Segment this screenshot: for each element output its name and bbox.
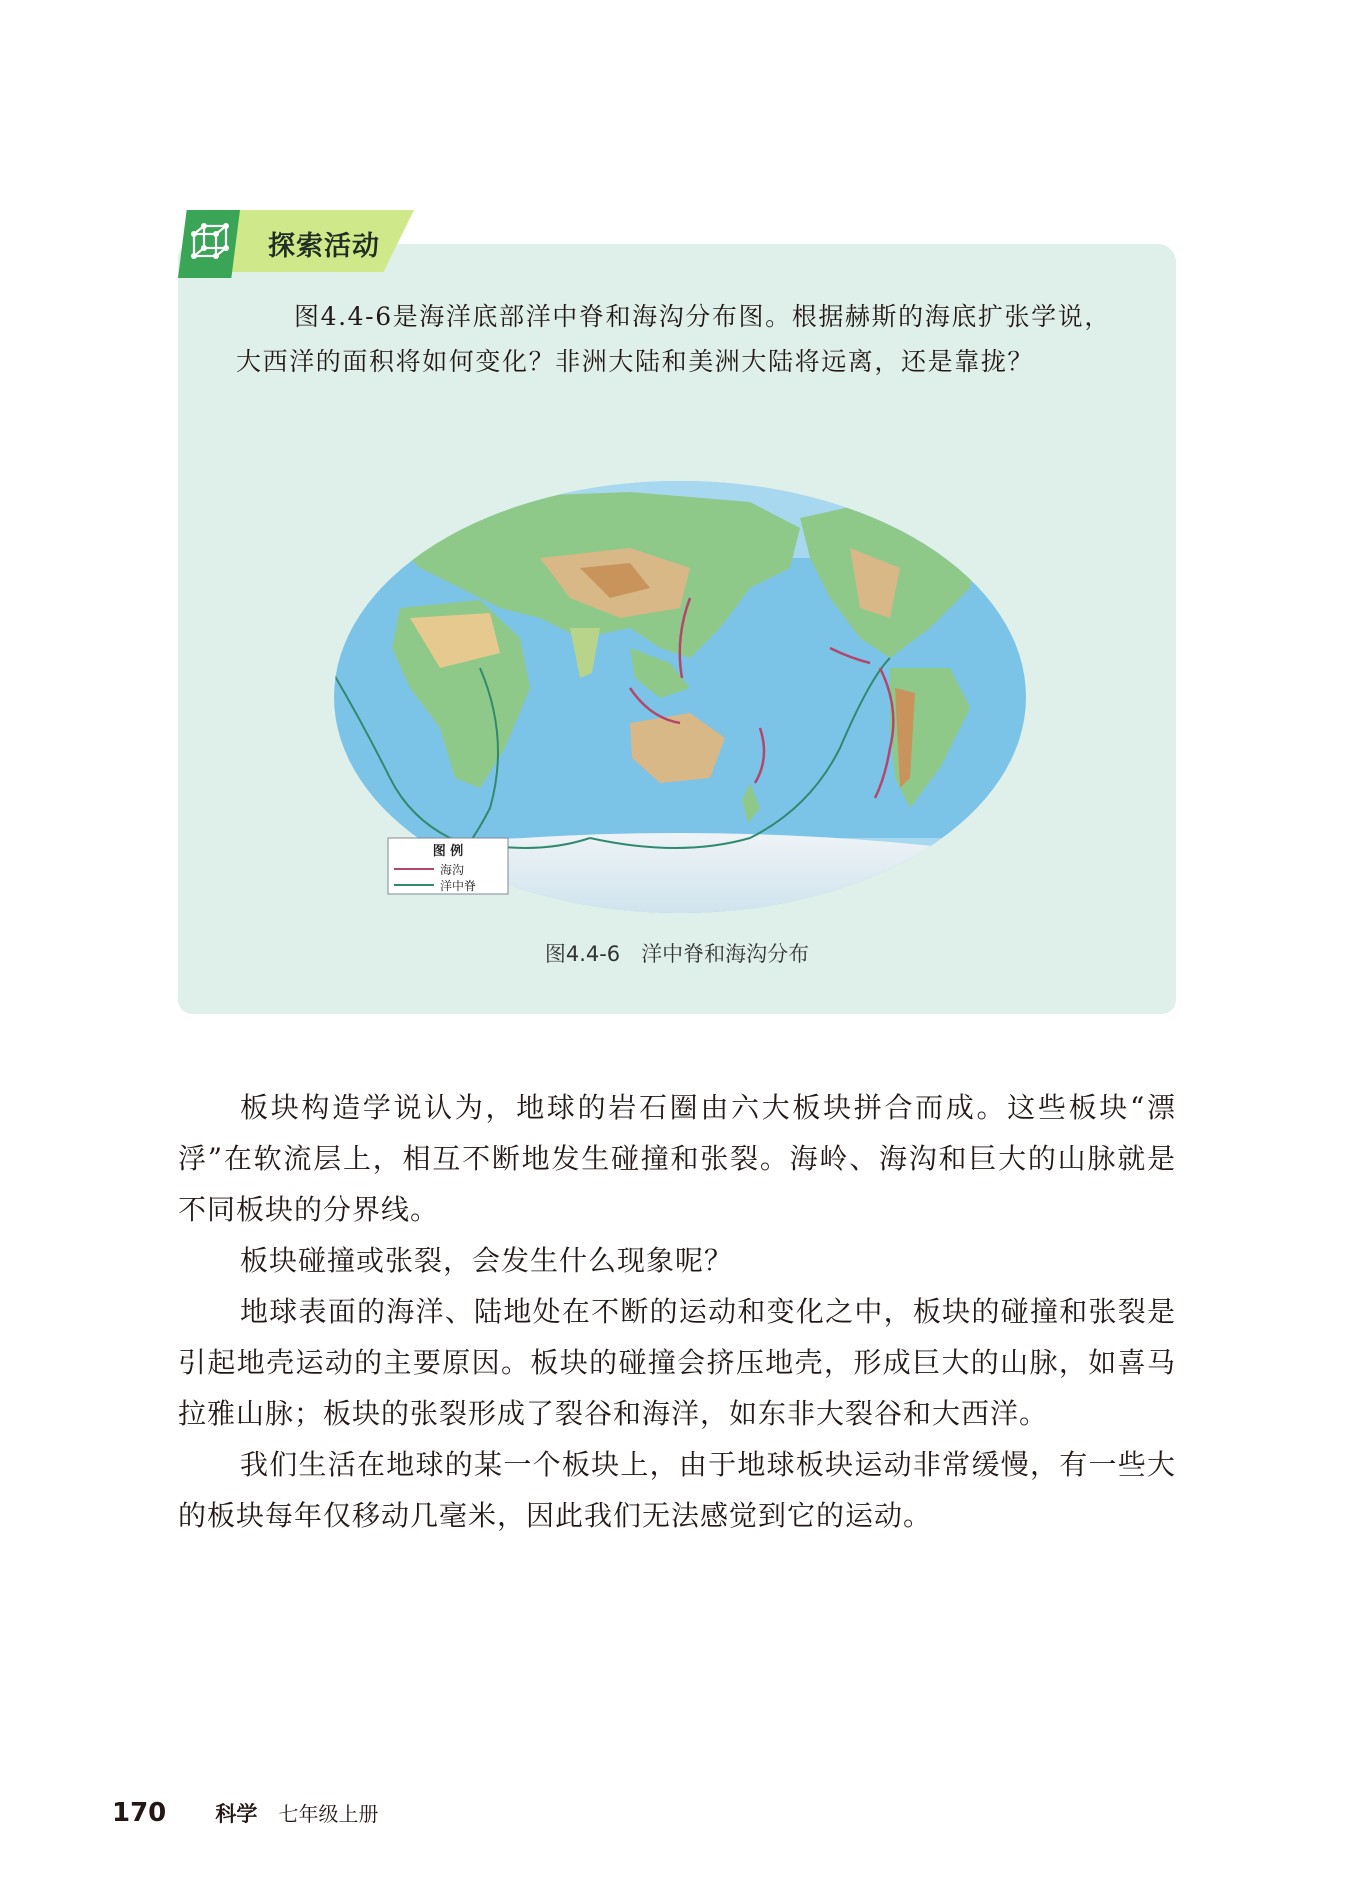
activity-header <box>178 210 414 280</box>
body-paragraph-1: 板块构造学说认为，地球的岩石圈由六大板块拼合而成。这些板块“漂浮”在软流层上，相互不断地发生碰撞和张裂。海岭、海沟和巨大的山脉就是不同板块的分界线。 <box>178 1091 1176 1226</box>
page-number: 170 <box>112 1798 167 1828</box>
map-legend <box>388 838 508 894</box>
page-footer <box>112 1798 378 1828</box>
activity-question-text: 图4.4-6是海洋底部洋中脊和海沟分布图。根据赫斯的海底扩张学说，大西洋的面积将如何变化？非洲大陆和美洲大陆将远离，还是靠拢？ <box>236 302 1111 376</box>
legend-title: 图 例 <box>432 844 464 859</box>
body-text <box>178 1082 1176 1541</box>
world-map <box>330 478 1030 916</box>
activity-title: 探索活动 <box>268 231 380 262</box>
cube-icon <box>178 210 240 278</box>
body-paragraph-4: 我们生活在地球的某一个板块上，由于地球板块运动非常缓慢，有一些大的板块每年仅移动几毫米，因此我们无法感觉到它的运动。 <box>178 1448 1176 1532</box>
body-paragraph-2: 板块碰撞或张裂，会发生什么现象呢？ <box>240 1244 734 1277</box>
figure-caption: 图4.4-6 洋中脊和海沟分布 <box>544 942 810 966</box>
book-title: 科学 <box>215 1802 258 1826</box>
body-paragraph-3: 地球表面的海洋、陆地处在不断的运动和变化之中，板块的碰撞和张裂是引起地壳运动的主要原因。板块的碰撞会挤压地壳，形成巨大的山脉，如喜马拉雅山脉；板块的张裂形成了裂谷和海洋，如东非大裂谷和大西洋。 <box>178 1295 1176 1430</box>
activity-question <box>236 294 1116 384</box>
legend-trench-label: 海沟 <box>440 863 465 877</box>
legend-ridge-label: 洋中脊 <box>440 879 477 893</box>
grade-label: 七年级上册 <box>278 1802 379 1826</box>
